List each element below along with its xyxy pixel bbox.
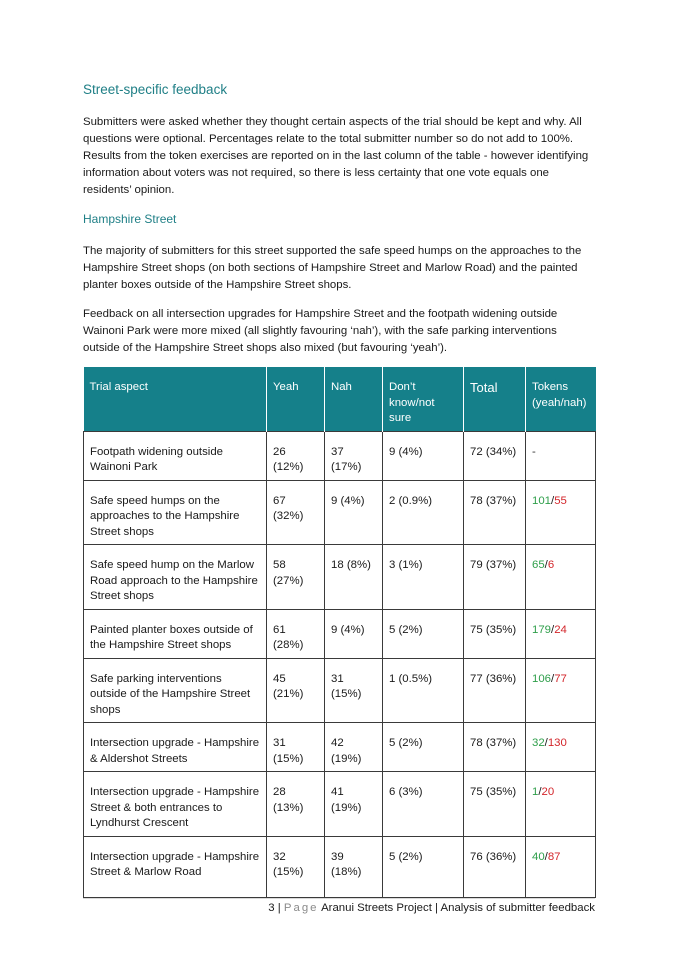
table-row xyxy=(84,658,596,723)
cell-dont-know: 1 (0.5%) xyxy=(383,658,464,723)
header-tokens: Tokens (yeah/nah) xyxy=(526,367,596,431)
cell-dont-know: 2 (0.9%) xyxy=(383,480,464,545)
tokens-nah: 77 xyxy=(554,672,567,685)
cell-aspect: Safe speed hump on the Marlow Road approach to the Hampshire Street shops xyxy=(84,545,267,610)
cell-nah: 18 (8%) xyxy=(325,545,383,610)
cell-yeah: 67 (32%) xyxy=(267,480,325,545)
table-row xyxy=(84,431,596,480)
tokens-nah: 20 xyxy=(541,786,555,798)
cell-yeah: 26 (12%) xyxy=(267,431,325,480)
cell-total: 79 (37%) xyxy=(464,545,526,610)
cell-tokens: 32/130 xyxy=(526,723,596,772)
header-dont-know: Don’t know/not sure xyxy=(383,367,464,431)
cell-aspect: Footpath widening outside Wainoni Park xyxy=(84,431,267,480)
cell-total: 78 (37%) xyxy=(464,480,526,545)
cell-yeah: 32 (15%) xyxy=(267,836,325,897)
tokens-nah: 24 xyxy=(554,623,567,636)
tokens-yeah: 1 xyxy=(532,786,539,798)
summary-paragraph-1: The majority of submitters for this street supported the safe speed humps on the approaches to the Hampshire Street shops (on both sections of Hampshire Street and Marlow Road) and the painted planter boxes outside of the Hampshire Street shops. xyxy=(83,245,582,291)
header-nah: Nah xyxy=(325,367,383,431)
cell-yeah: 28 (13%) xyxy=(267,772,325,837)
cell-nah: 41 (19%) xyxy=(325,772,383,837)
cell-dont-know: 5 (2%) xyxy=(383,723,464,772)
cell-aspect: Safe parking interventions outside of the Hampshire Street shops xyxy=(84,658,267,723)
cell-tokens: - xyxy=(526,431,596,480)
cell-nah: 37 (17%) xyxy=(325,431,383,480)
cell-tokens: 106/77 xyxy=(526,658,596,723)
cell-tokens: 40/87 xyxy=(526,836,596,897)
table-row xyxy=(84,609,596,658)
cell-yeah: 61 (28%) xyxy=(267,609,325,658)
cell-aspect: Intersection upgrade - Hampshire Street & Marlow Road xyxy=(84,836,267,897)
cell-total: 78 (37%) xyxy=(464,723,526,772)
cell-aspect: Safe speed humps on the approaches to the Hampshire Street shops xyxy=(84,480,267,545)
tokens-yeah: 179 xyxy=(532,623,552,636)
cell-dont-know: 5 (2%) xyxy=(383,609,464,658)
subsection-heading: Hampshire Street xyxy=(83,212,177,226)
cell-yeah: 58 (27%) xyxy=(267,545,325,610)
cell-aspect: Painted planter boxes outside of the Hampshire Street shops xyxy=(84,609,267,658)
cell-total: 76 (36%) xyxy=(464,836,526,897)
tokens-yeah: 32 xyxy=(532,737,545,749)
cell-yeah: 31 (15%) xyxy=(267,723,325,772)
page-footer xyxy=(268,902,595,914)
tokens-yeah: 40 xyxy=(532,850,545,863)
cell-aspect: Intersection upgrade - Hampshire & Aldershot Streets xyxy=(84,723,267,772)
cell-dont-know: 6 (3%) xyxy=(383,772,464,837)
cell-total: 75 (35%) xyxy=(464,609,526,658)
feedback-table xyxy=(83,367,596,898)
cell-nah: 9 (4%) xyxy=(325,480,383,545)
cell-dont-know: 5 (2%) xyxy=(383,836,464,897)
cell-tokens: 1/20 xyxy=(526,772,596,837)
page-number: 3 xyxy=(268,902,275,914)
section-heading: Street-specific feedback xyxy=(83,82,228,97)
table-row xyxy=(84,545,596,610)
cell-yeah: 45 (21%) xyxy=(267,658,325,723)
table-header-row xyxy=(84,367,596,431)
cell-aspect: Intersection upgrade - Hampshire Street & both entrances to Lyndhurst Crescent xyxy=(84,772,267,837)
intro-paragraph: Submitters were asked whether they thought certain aspects of the trial should be kept and why. All questions were optional. Percentages relate to the total submitter number so do not add to 100%. Results from the token exercises are reported on in the last column of the table - however identifying information about voters was not required, so there is less certainty that one vote equals one residents’ opinion. xyxy=(83,116,589,196)
cell-dont-know: 9 (4%) xyxy=(383,431,464,480)
cell-tokens: 65/6 xyxy=(526,545,596,610)
tokens-nah: 6 xyxy=(547,559,555,571)
header-yeah: Yeah xyxy=(267,367,325,431)
cell-tokens: 179/24 xyxy=(526,609,596,658)
cell-total: 77 (36%) xyxy=(464,658,526,723)
footer-divider xyxy=(83,898,595,899)
tokens-yeah: 65 xyxy=(532,559,545,571)
summary-paragraph-2: Feedback on all intersection upgrades for Hampshire Street and the footpath widening outside Wainoni Park were more mixed (all slightly favouring ‘nah’), with the safe parking interventions outside of the Hampshire Street shops also mixed (but favouring ‘yeah’). xyxy=(83,308,558,354)
cell-total: 72 (34%) xyxy=(464,431,526,480)
tokens-yeah: 101 xyxy=(532,494,552,507)
tokens-yeah: 106 xyxy=(532,672,552,685)
tokens-nah: 130 xyxy=(547,737,567,749)
tokens-nah: 55 xyxy=(554,494,567,507)
cell-nah: 31 (15%) xyxy=(325,658,383,723)
cell-dont-know: 3 (1%) xyxy=(383,545,464,610)
tokens-nah: 87 xyxy=(547,850,561,863)
document-title: Aranui Streets Project | Analysis of submitter feedback xyxy=(321,902,595,914)
header-total: Total xyxy=(464,367,526,431)
table-row xyxy=(84,723,596,772)
cell-total: 75 (35%) xyxy=(464,772,526,837)
cell-nah: 9 (4%) xyxy=(325,609,383,658)
cell-tokens: 101/55 xyxy=(526,480,596,545)
footer-separator: | xyxy=(277,902,281,914)
table-row xyxy=(84,480,596,545)
cell-nah: 39 (18%) xyxy=(325,836,383,897)
page-label: Page xyxy=(283,902,319,914)
cell-nah: 42 (19%) xyxy=(325,723,383,772)
table-row xyxy=(84,772,596,837)
table-row xyxy=(84,836,596,897)
header-trial-aspect: Trial aspect xyxy=(84,367,267,431)
